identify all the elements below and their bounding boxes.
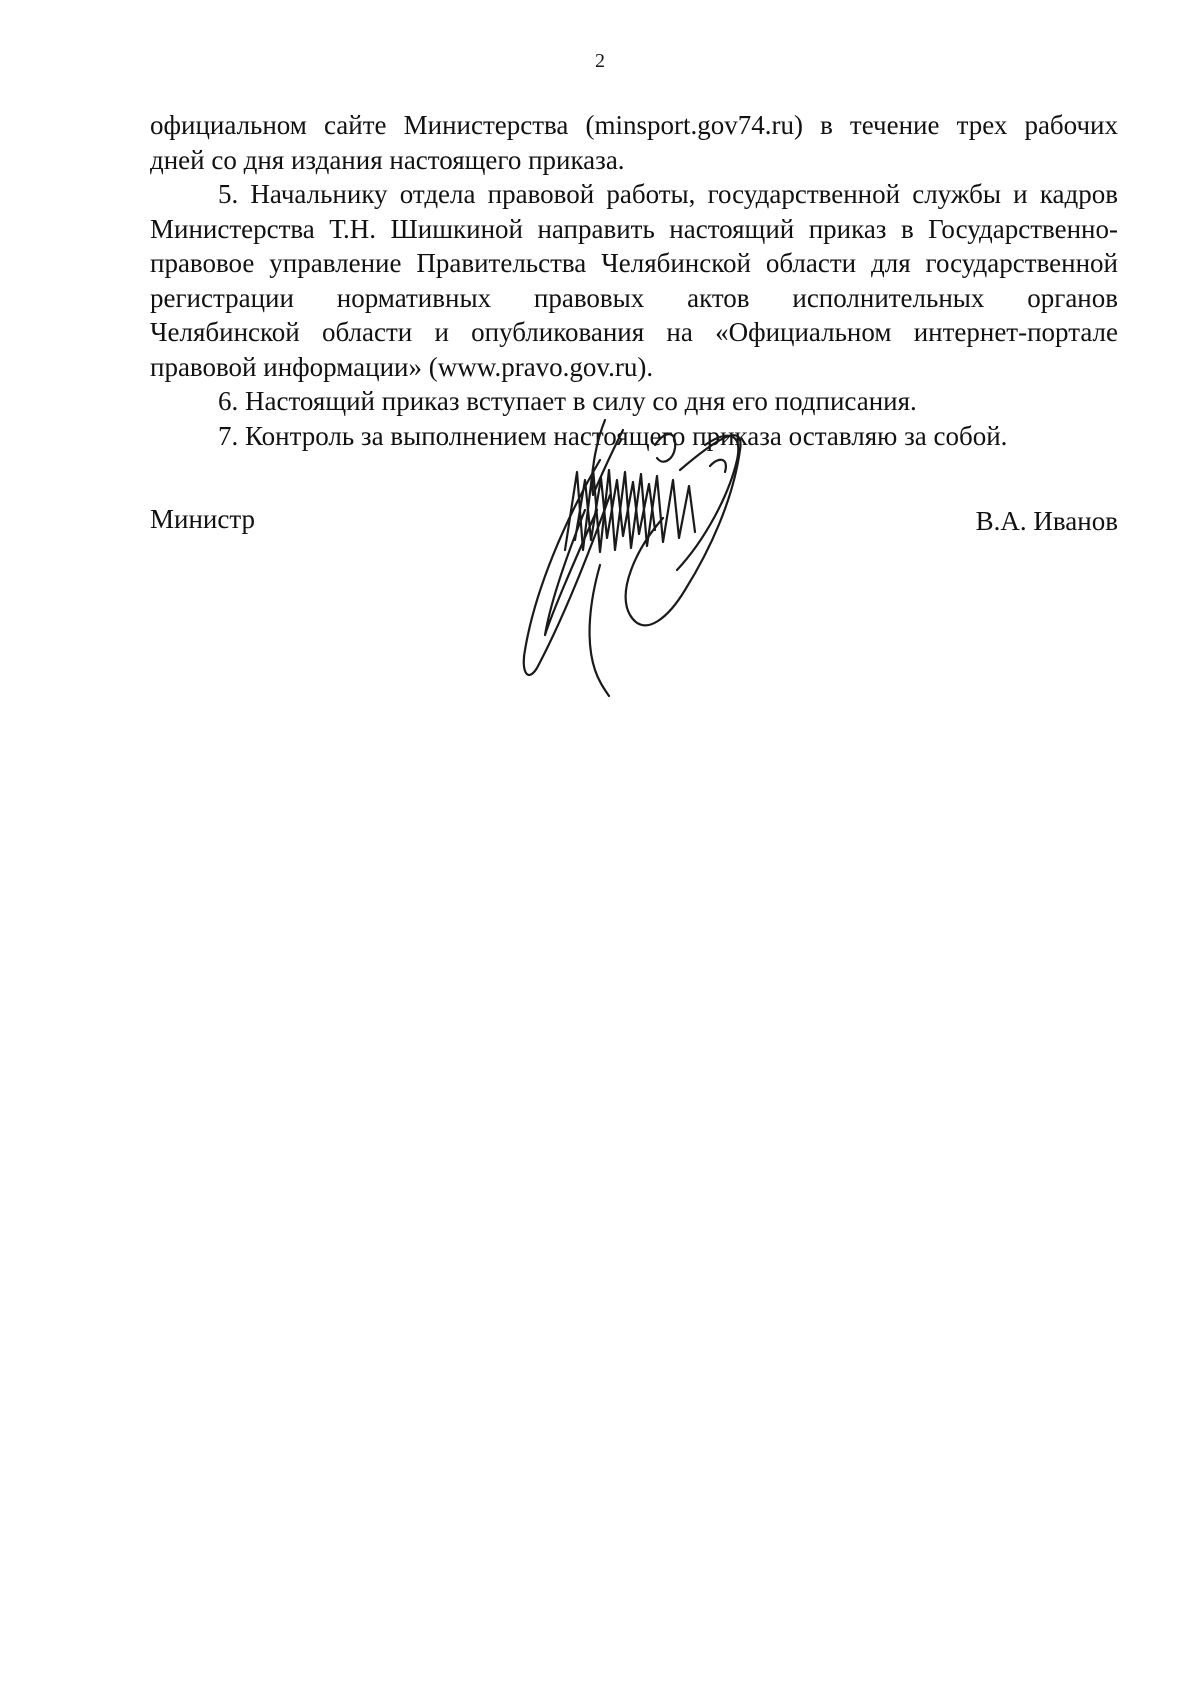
paragraph-4-continuation-line-1: официальном сайте Министерства (minsport.gov74.ru) в течение трех рабочих <box>150 110 1118 140</box>
paragraph-5-line-4: регистрации нормативных правовых актов исполнительных органов <box>150 282 1118 313</box>
signer-name: В.А. Иванов <box>975 506 1118 536</box>
paragraph-4-continuation-line-2: дней со дня издания настоящего приказа. <box>150 144 625 175</box>
paragraph-5-line-3: правовое управление Правительства Челябинской области для государственной <box>150 248 1118 278</box>
paragraph-5-line-6: правовой информации» (www.pravo.gov.ru). <box>150 351 654 382</box>
paragraph-5-line-5: Челябинской области и опубликования на «Официальном интернет-портале <box>150 317 1118 347</box>
handwritten-signature <box>505 400 825 700</box>
page-number: 2 <box>595 50 605 72</box>
paragraph-6: 6. Настоящий приказ вступает в силу со дня его подписания. <box>218 386 917 416</box>
paragraph-5-line-2: Министерства Т.Н. Шишкиной направить настоящий приказ в Государственно- <box>150 213 1118 244</box>
paragraph-7: 7. Контроль за выполнением настоящего приказа оставляю за собой. <box>218 420 1008 451</box>
signer-position: Министр <box>150 504 255 534</box>
paragraph-5-line-1: 5. Начальнику отдела правовой работы, государственной службы и кадров <box>218 179 1118 209</box>
